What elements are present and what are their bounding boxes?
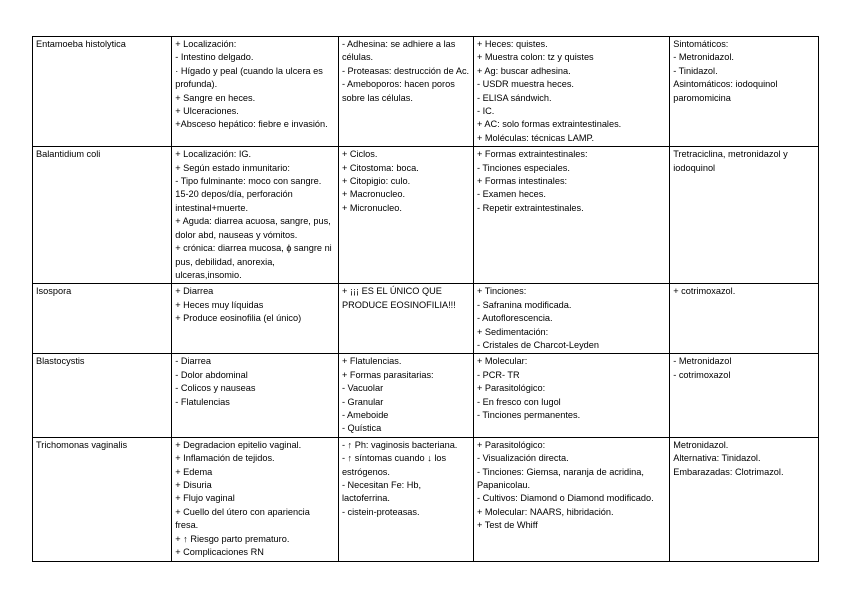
cell-line: + Sedimentación: xyxy=(476,326,549,337)
cell-line: + Ciclos. xyxy=(341,149,378,160)
diagnosis-cell xyxy=(473,37,669,147)
cell-line: + Disuria xyxy=(175,480,212,490)
cell-line: + cotrimoxazol. xyxy=(673,286,736,297)
parasite-table xyxy=(32,36,819,562)
cell-line: + Parasitológico: xyxy=(476,383,546,394)
diagnosis-cell xyxy=(473,354,669,437)
organism-name: Entamoeba histolytica xyxy=(36,39,126,49)
treatment-cell xyxy=(670,437,819,561)
cell-line: + Formas intestinales: xyxy=(476,176,568,187)
biology-cell xyxy=(338,437,473,561)
cell-line: +Absceso hepático: fiebre e invasión. xyxy=(175,119,328,130)
cell-line: + crónica: diarrea mucosa, ɸ sangre ni pus, debilidad, anorexia, ulceras,insomio. xyxy=(175,243,332,280)
clinical-cell xyxy=(172,437,339,561)
organism-name-cell xyxy=(33,284,172,354)
treatment-cell xyxy=(670,147,819,284)
cell-line: + Tinciones: xyxy=(476,286,527,297)
cell-line: - Safranina modificada. xyxy=(476,299,572,310)
cell-line: Embarazadas: Clotrimazol. xyxy=(673,466,784,477)
cell-line: + Edema xyxy=(175,466,213,477)
table-body xyxy=(33,37,819,562)
cell-line: + Aguda: diarrea acuosa, sangre, pus, dolor abd, nauseas y vómitos. xyxy=(175,216,331,240)
cell-line: - Necesitan Fe: Hb, lactoferrina. xyxy=(341,480,422,504)
cell-line: - Examen heces. xyxy=(476,189,546,200)
cell-line: - En fresco con lugol xyxy=(476,396,561,407)
cell-line: - Repetir extraintestinales. xyxy=(476,202,584,213)
diagnosis-cell xyxy=(473,284,669,354)
cell-line: - PCR- TR xyxy=(476,369,520,380)
cell-line: + Formas extraintestinales: xyxy=(476,149,588,160)
clinical-cell xyxy=(172,284,339,354)
organism-name-cell xyxy=(33,354,172,437)
cell-line: + Citopigio: culo. xyxy=(341,176,411,187)
cell-line: + Molecular: NAARS, hibridación. xyxy=(476,506,614,517)
cell-line: - cotrimoxazol xyxy=(673,369,731,380)
treatment-cell xyxy=(670,37,819,147)
biology-cell xyxy=(338,37,473,147)
cell-line: - Tinciones: Giemsa, naranja de acridina, Papanicolau. xyxy=(476,466,644,490)
cell-line: + Flujo vaginal xyxy=(175,493,235,504)
cell-line: + Diarrea xyxy=(175,286,214,297)
cell-line: - USDR muestra heces. xyxy=(476,79,574,90)
cell-line: + Test de Whiff xyxy=(476,520,538,531)
cell-line: Metronidazol. xyxy=(673,439,729,450)
biology-cell xyxy=(338,284,473,354)
cell-line: - Metronidazol xyxy=(673,356,732,367)
organism-name-cell xyxy=(33,37,172,147)
cell-line: + Cuello del útero con apariencia fresa. xyxy=(175,506,310,531)
cell-line: + Muestra colon: tz y quistes xyxy=(476,52,594,63)
organism-name: Balantidium coli xyxy=(36,149,101,160)
cell-line: + Flatulencias. xyxy=(341,356,402,367)
cell-line: Sintomáticos: xyxy=(673,39,729,49)
organism-name: Blastocystis xyxy=(36,356,85,367)
cell-line: + Sangre en heces. xyxy=(175,92,256,103)
cell-line: + Ulceraciones. xyxy=(175,106,239,117)
cell-line: + Según estado inmunitario: xyxy=(175,162,290,173)
clinical-cell xyxy=(172,147,339,284)
cell-line: - Colicos y nauseas xyxy=(175,383,256,394)
cell-line: + Heces: quistes. xyxy=(476,39,548,49)
cell-line: - Ameboide xyxy=(341,409,389,420)
cell-line: - ↑ Ph: vaginosis bacteriana. xyxy=(341,439,458,450)
cell-line: + Macronucleo. xyxy=(341,189,406,200)
clinical-cell xyxy=(172,354,339,437)
cell-line: - IC. xyxy=(476,106,495,117)
cell-line: + Micronucleo. xyxy=(341,202,402,213)
organism-name: Trichomonas vaginalis xyxy=(36,439,128,450)
cell-line: - Tipo fulminante: moco con sangre. 15-20 depos/día, perforación intestinal+muerte. xyxy=(175,176,322,213)
cell-line: - Diarrea xyxy=(175,356,211,367)
cell-line: - Intestino delgado. xyxy=(175,52,254,63)
table-row xyxy=(33,284,819,354)
table-row xyxy=(33,147,819,284)
cell-line: - Tinciones permanentes. xyxy=(476,409,581,420)
cell-line: + Degradacion epitelio vaginal. xyxy=(175,439,302,450)
cell-line: - Tinciones especiales. xyxy=(476,162,570,173)
organism-name-cell xyxy=(33,437,172,561)
cell-line: - ↑ síntomas cuando ↓ los estrógenos. xyxy=(341,453,447,477)
cell-line: - Proteasas: destrucción de Ac. xyxy=(341,65,470,76)
clinical-cell xyxy=(172,37,339,147)
cell-line: + Ag: buscar adhesina. xyxy=(476,65,571,76)
cell-line: + AC: solo formas extraintestinales. xyxy=(476,119,622,130)
cell-line: - Granular xyxy=(341,396,384,407)
cell-line: + Localización: IG. xyxy=(175,149,252,160)
cell-line: - Autoflorescencia. xyxy=(476,313,553,324)
cell-line: · Hígado y peal (cuando la ulcera es profunda). xyxy=(175,65,323,90)
cell-line: + Heces muy líquidas xyxy=(175,299,264,310)
cell-line: - Visualización directa. xyxy=(476,453,569,464)
cell-line: + Parasitológico: xyxy=(476,439,546,450)
cell-line: - Flatulencias xyxy=(175,396,230,407)
organism-name: Isospora xyxy=(36,286,72,297)
cell-line: + Citostoma: boca. xyxy=(341,162,419,173)
cell-line: - Ameboporos: hacen poros sobre las células. xyxy=(341,79,455,103)
treatment-cell xyxy=(670,354,819,437)
table-row xyxy=(33,437,819,561)
cell-line: - Metronidazol. xyxy=(673,52,734,63)
cell-line: - Cristales de Charcot-Leyden xyxy=(476,339,600,350)
cell-line: + ↑ Riesgo parto prematuro. xyxy=(175,533,290,544)
organism-name-cell xyxy=(33,147,172,284)
cell-line: + Localización: xyxy=(175,39,237,49)
biology-cell xyxy=(338,354,473,437)
cell-line: + Molecular: xyxy=(476,356,528,367)
cell-line: + Produce eosinofilia (el único) xyxy=(175,313,302,324)
cell-line: Tretraciclina, metronidazol y iodoquinol xyxy=(673,149,788,173)
table-row xyxy=(33,354,819,437)
cell-line: - Cultivos: Diamond o Diamond modificado. xyxy=(476,493,654,504)
cell-line: - ELISA sándwich. xyxy=(476,92,552,103)
cell-line: - Adhesina: se adhiere a las células. xyxy=(341,39,456,63)
cell-line: - Quística xyxy=(341,423,382,434)
cell-line: + ¡¡¡ ES EL ÚNICO QUE PRODUCE EOSINOFILIA!!! xyxy=(341,286,456,310)
cell-line: - Dolor abdominal xyxy=(175,369,248,380)
cell-line: + Complicaciones RN xyxy=(175,547,264,558)
cell-line: - Tinidazol. xyxy=(673,65,718,76)
diagnosis-cell xyxy=(473,437,669,561)
treatment-cell xyxy=(670,284,819,354)
cell-line: Asintomáticos: iodoquinol paromomicina xyxy=(673,79,778,103)
diagnosis-cell xyxy=(473,147,669,284)
cell-line: + Inflamación de tejidos. xyxy=(175,453,275,464)
table-row xyxy=(33,37,819,147)
cell-line: + Moléculas: técnicas LAMP. xyxy=(476,132,594,143)
cell-line: Alternativa: Tinidazol. xyxy=(673,453,761,464)
cell-line: - Vacuolar xyxy=(341,383,384,394)
cell-line: + Formas parasitarias: xyxy=(341,369,434,380)
cell-line: - cistein-proteasas. xyxy=(341,506,420,517)
biology-cell xyxy=(338,147,473,284)
